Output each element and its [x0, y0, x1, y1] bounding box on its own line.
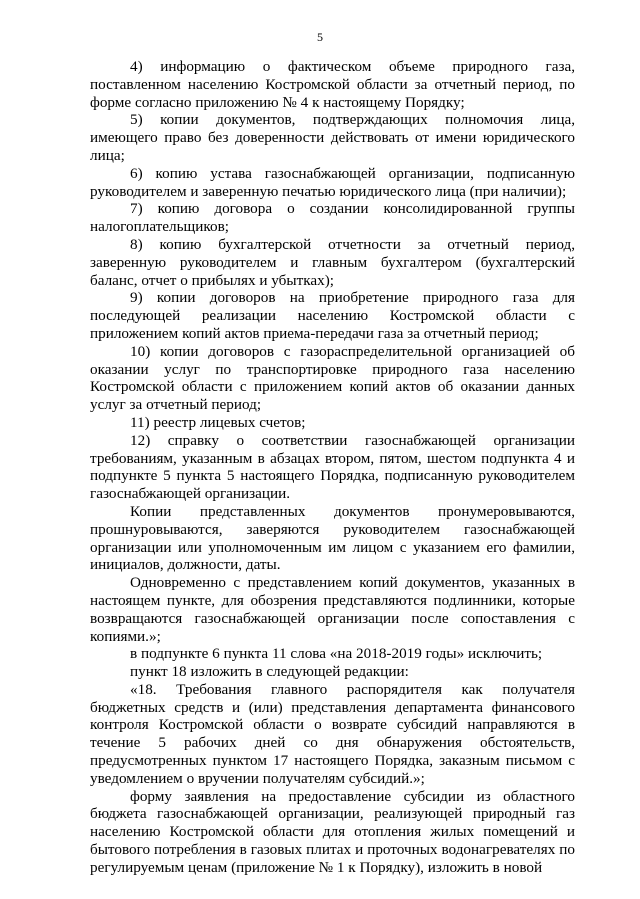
paragraph: 10) копии договоров с газораспределительной организацией об оказании услуг по транспортировке природного газа населению Костромской области с приложением копий актов об оказании данных услуг за отчетный период; — [90, 342, 575, 414]
document-body — [90, 58, 575, 877]
paragraph: 4) информацию о фактическом объеме природного газа, поставленном населению Костромской области за отчетный период, по форме согласно приложению № 4 к настоящему Порядку; — [90, 58, 575, 111]
paragraph: 7) копию договора о создании консолидированной группы налогоплательщиков; — [90, 200, 575, 236]
paragraph: «18. Требования главного распорядителя как получателя бюджетных средств и (или) представления департамента финансового контроля Костромской области о возврате субсидий направляются в течение 5 рабочих дней со дня обнаружения обстоятельств, предусмотренных пунктом 17 настоящего Порядка, заказным письмом с уведомлением о вручении получателям субсидий.»; — [90, 680, 575, 787]
paragraph: 6) копию устава газоснабжающей организации, подписанную руководителем и заверенную печатью юридического лица (при наличии); — [90, 164, 575, 200]
paragraph: Одновременно с представлением копий документов, указанных в настоящем пункте, для обозрения представляются подлинники, которые возвращаются газоснабжающей организации после сопоставления с копиями.»; — [90, 574, 575, 645]
page-number: 5 — [317, 30, 323, 44]
paragraph: в подпункте 6 пункта 11 слова «на 2018-2019 годы» исключить; — [130, 645, 543, 663]
paragraph: Копии представленных документов пронумеровываются, прошнуровываются, заверяются руководителем газоснабжающей организации или уполномоченным им лицом с указанием его фамилии, инициалов, должности, даты. — [90, 502, 575, 574]
paragraph: форму заявления на предоставление субсидии из областного бюджета газоснабжающей организации, реализующей природный газ населению Костромской области для отопления жилых помещений и бытового потребления в газовых плитах и проточных водонагревателях по регулируемым ценам (приложение № 1 к Порядку), изложить в новой — [90, 787, 575, 876]
paragraph: пункт 18 изложить в следующей редакции: — [130, 663, 409, 681]
paragraph: 9) копии договоров на приобретение природного газа для последующей реализации населению Костромской области с приложением копий актов приема-передачи газа за отчетный период; — [90, 289, 575, 342]
paragraph: 8) копию бухгалтерской отчетности за отчетный период, заверенную руководителем и главным бухгалтером (бухгалтерский баланс, отчет о прибылях и убытках); — [90, 235, 575, 289]
paragraph: 12) справку о соответствии газоснабжающей организации требованиям, указанным в абзацах втором, пятом, шестом подпункта 4 и подпункте 5 пункта 5 настоящего Порядка, подписанную руководителем газоснабжающей организации. — [90, 431, 575, 503]
paragraph: 11) реестр лицевых счетов; — [130, 413, 306, 431]
paragraph: 5) копии документов, подтверждающих полномочия лица, имеющего право без доверенности действовать от имени юридического лица; — [90, 111, 575, 164]
